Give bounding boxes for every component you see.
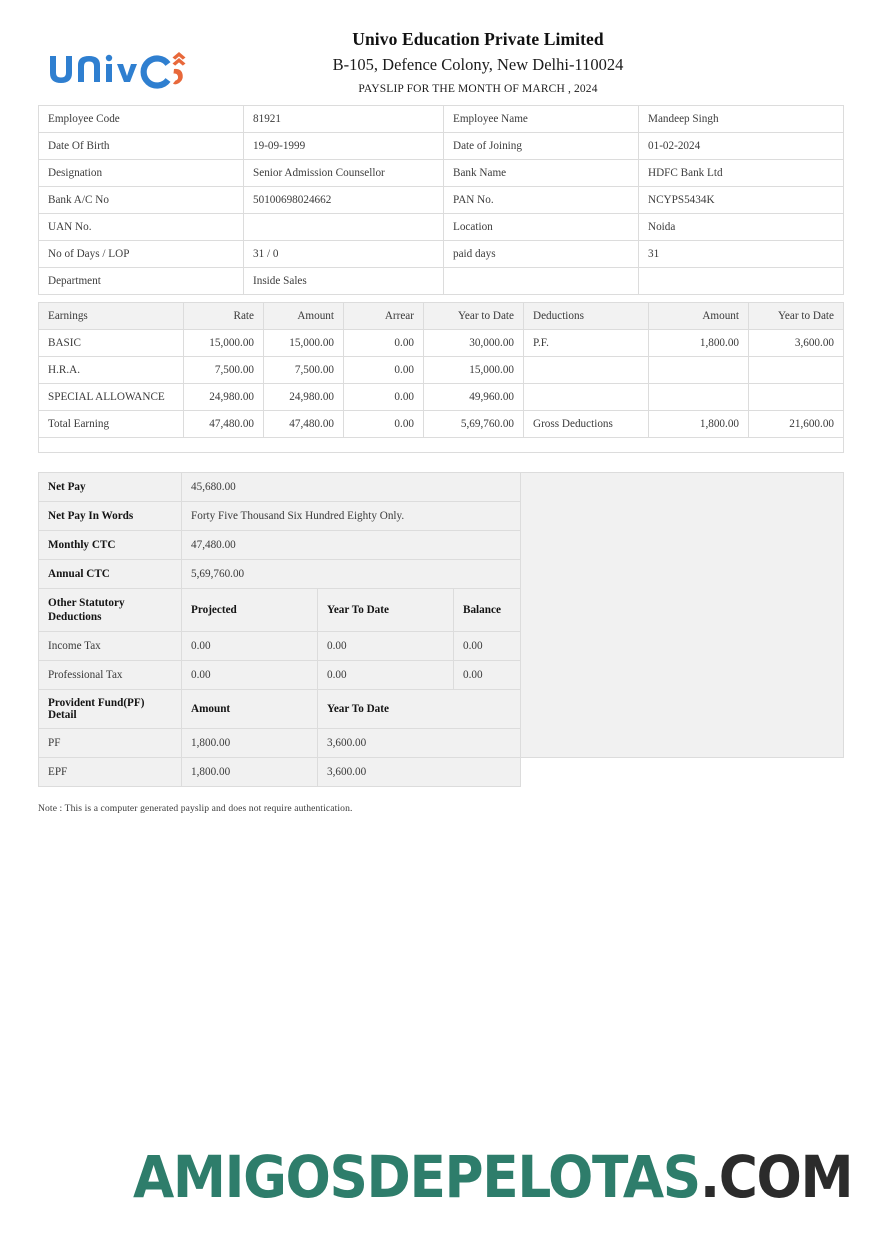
earning-arrear: 0.00 (344, 330, 424, 357)
deduction-empty-cell (649, 384, 749, 411)
table-header-row (39, 303, 844, 330)
deduction-empty-cell (649, 357, 749, 384)
net-pay-words-label: Net Pay In Words (39, 502, 182, 531)
table-row (39, 106, 844, 133)
deduction-amount: 1,800.00 (649, 330, 749, 357)
field-value: HDFC Bank Ltd (639, 160, 844, 187)
company-address: B-105, Defence Colony, New Delhi-110024 (332, 54, 624, 74)
table-row (39, 384, 844, 411)
field-label: Employee Name (444, 106, 639, 133)
earning-ytd: 49,960.00 (424, 384, 524, 411)
col-deduction-amount: Amount (649, 303, 749, 330)
table-row (39, 187, 844, 214)
gross-deductions-label: Gross Deductions (524, 411, 649, 438)
payslip-month-title: PAYSLIP FOR THE MONTH OF MARCH , 2024 (358, 83, 598, 96)
pf-amount: 1,800.00 (182, 729, 318, 758)
field-value: Inside Sales (244, 268, 444, 295)
earning-name: SPECIAL ALLOWANCE (39, 384, 184, 411)
earning-ytd: 30,000.00 (424, 330, 524, 357)
field-label: Location (444, 214, 639, 241)
total-earning-rate: 47,480.00 (184, 411, 264, 438)
employee-details-table (38, 105, 844, 295)
summary-right-filler (521, 473, 844, 758)
total-earning-amount: 47,480.00 (264, 411, 344, 438)
field-value: 01-02-2024 (639, 133, 844, 160)
field-label: Date Of Birth (39, 133, 244, 160)
field-value: 81921 (244, 106, 444, 133)
total-earning-arrear: 0.00 (344, 411, 424, 438)
pf-ytd: 3,600.00 (318, 729, 521, 758)
deduction-ytd: 3,600.00 (749, 330, 844, 357)
statutory-projected: 0.00 (182, 661, 318, 690)
total-earning-label: Total Earning (39, 411, 184, 438)
pf-title: Provident Fund(PF) Detail (39, 690, 182, 729)
statutory-col-balance: Balance (454, 589, 521, 632)
deduction-empty-cell (749, 357, 844, 384)
field-label: Department (39, 268, 244, 295)
statutory-ytd: 0.00 (318, 661, 454, 690)
pf-name: PF (39, 729, 182, 758)
table-row (39, 268, 844, 295)
univo-logo-icon (46, 46, 196, 92)
field-value (639, 268, 844, 295)
spacer-cell (39, 438, 844, 453)
deduction-empty-cell (524, 384, 649, 411)
field-label (444, 268, 639, 295)
monthly-ctc-value: 47,480.00 (182, 531, 521, 560)
univo-logo (46, 46, 196, 92)
pf-col-ytd: Year To Date (318, 690, 521, 729)
field-label: Bank A/C No (39, 187, 244, 214)
col-year-to-date: Year to Date (424, 303, 524, 330)
deduction-empty-cell (749, 384, 844, 411)
table-row (39, 160, 844, 187)
statutory-col-projected: Projected (182, 589, 318, 632)
totals-row (39, 411, 844, 438)
table-row (39, 758, 844, 787)
field-label: Employee Code (39, 106, 244, 133)
net-pay-label: Net Pay (39, 473, 182, 502)
table-row (39, 133, 844, 160)
field-label: UAN No. (39, 214, 244, 241)
total-earning-ytd: 5,69,760.00 (424, 411, 524, 438)
earning-amount: 24,980.00 (264, 384, 344, 411)
annual-ctc-label: Annual CTC (39, 560, 182, 589)
pf-amount: 1,800.00 (182, 758, 318, 787)
field-value: Noida (639, 214, 844, 241)
field-label: Date of Joining (444, 133, 639, 160)
company-name: Univo Education Private Limited (352, 29, 604, 49)
statutory-ytd: 0.00 (318, 632, 454, 661)
earning-arrear: 0.00 (344, 357, 424, 384)
table-row (39, 241, 844, 268)
deduction-empty-cell (524, 357, 649, 384)
gross-deductions-amount: 1,800.00 (649, 411, 749, 438)
col-amount: Amount (264, 303, 344, 330)
statutory-col-ytd: Year To Date (318, 589, 454, 632)
table-row (39, 214, 844, 241)
earnings-deductions-table (38, 302, 844, 453)
earning-ytd: 15,000.00 (424, 357, 524, 384)
statutory-balance: 0.00 (454, 632, 521, 661)
document-header (38, 28, 843, 100)
field-label: No of Days / LOP (39, 241, 244, 268)
field-label: PAN No. (444, 187, 639, 214)
statutory-projected: 0.00 (182, 632, 318, 661)
earning-name: BASIC (39, 330, 184, 357)
table-row (39, 357, 844, 384)
footer-note: Note : This is a computer generated payslip and does not require authentication. (38, 803, 353, 814)
gross-deductions-ytd: 21,600.00 (749, 411, 844, 438)
net-pay-words-value: Forty Five Thousand Six Hundred Eighty Only. (182, 502, 521, 531)
deduction-name: P.F. (524, 330, 649, 357)
pf-name: EPF (39, 758, 182, 787)
earning-amount: 15,000.00 (264, 330, 344, 357)
earning-arrear: 0.00 (344, 384, 424, 411)
watermark-tld-text: .COM (699, 1143, 853, 1211)
field-value: 31 (639, 241, 844, 268)
site-watermark (70, 1143, 878, 1211)
field-value: Mandeep Singh (639, 106, 844, 133)
col-deduction-ytd: Year to Date (749, 303, 844, 330)
table-spacer-row (39, 438, 844, 453)
field-value: Senior Admission Counsellor (244, 160, 444, 187)
monthly-ctc-label: Monthly CTC (39, 531, 182, 560)
field-value: NCYPS5434K (639, 187, 844, 214)
field-value: 31 / 0 (244, 241, 444, 268)
field-value (244, 214, 444, 241)
net-pay-row (39, 473, 844, 502)
col-earnings: Earnings (39, 303, 184, 330)
field-value: 50100698024662 (244, 187, 444, 214)
statutory-name: Professional Tax (39, 661, 182, 690)
col-deductions: Deductions (524, 303, 649, 330)
statutory-name: Income Tax (39, 632, 182, 661)
earning-amount: 7,500.00 (264, 357, 344, 384)
earning-rate: 7,500.00 (184, 357, 264, 384)
statutory-title: Other Statutory Deductions (39, 589, 182, 632)
col-rate: Rate (184, 303, 264, 330)
earning-rate: 24,980.00 (184, 384, 264, 411)
header-text-block (188, 28, 768, 99)
pf-ytd: 3,600.00 (318, 758, 521, 787)
earning-rate: 15,000.00 (184, 330, 264, 357)
field-label: Designation (39, 160, 244, 187)
table-row (39, 330, 844, 357)
summary-table (38, 472, 844, 787)
annual-ctc-value: 5,69,760.00 (182, 560, 521, 589)
earning-name: H.R.A. (39, 357, 184, 384)
watermark-main-text: AMIGOSDEPELOTAS (132, 1143, 700, 1211)
field-label: paid days (444, 241, 639, 268)
col-arrear: Arrear (344, 303, 424, 330)
statutory-balance: 0.00 (454, 661, 521, 690)
field-label: Bank Name (444, 160, 639, 187)
net-pay-value: 45,680.00 (182, 473, 521, 502)
pf-col-amount: Amount (182, 690, 318, 729)
field-value: 19-09-1999 (244, 133, 444, 160)
